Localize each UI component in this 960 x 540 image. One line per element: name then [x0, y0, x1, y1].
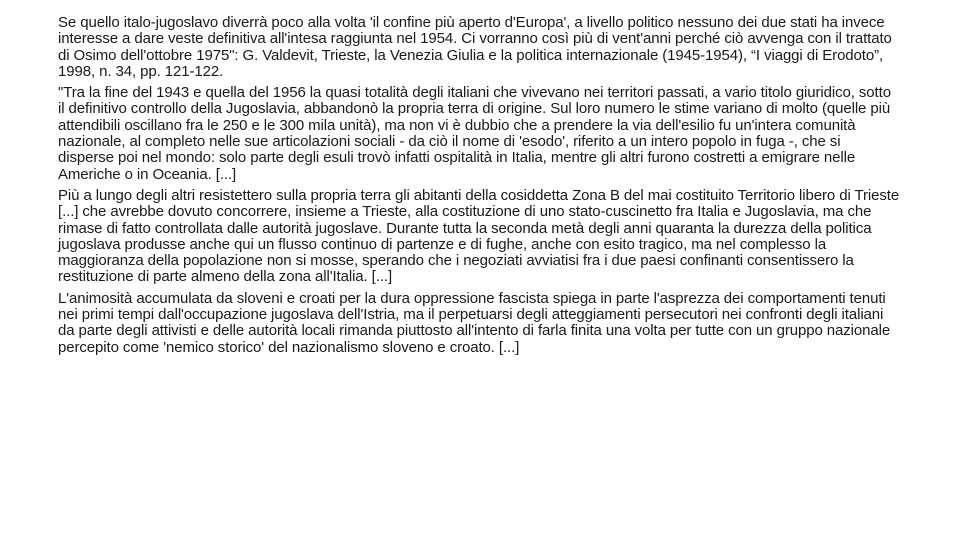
paragraph-valdevit-quote: Se quello italo-jugoslavo diverrà poco alla volta 'il confine più aperto d'Europa', a livello politico nessuno dei due stati ha invece interesse a dare veste definitiva all'intesa raggiunta nel 1954. Ci vorranno così più di vent'anni perché ciò avvenga con il trattato di Osimo dell'ottobre 1975": G. Valdevit, Trieste, la Venezia Giulia e la politica internazionale (1945-1954), “I viaggi di Erodoto”, 1998, n. 34, pp. 121-122. [58, 14, 892, 80]
paragraph-animosita: L'animosità accumulata da sloveni e croati per la dura oppressione fascista spiega in parte l'asprezza dei comportamenti tenuti nei primi tempi dall'occupazione jugoslava dell'Istria, ma il perpetuarsi degli atteggiamenti persecutori nei confronti degli italiani da parte degli attivisti e delle autorità locali rimanda piuttosto all'intento di farla finita una volta per tutte con un gruppo nazionale percepito come 'nemico storico' del nazionalismo sloveno e croato. [...] [58, 289, 891, 356]
paragraph-zona-b: Più a lungo degli altri resistettero sulla propria terra gli abitanti della cosiddetta Zona B del mai costituito Territorio libero di Trieste [...] che avrebbe dovuto concorrere, insieme a Trieste, alla costituzione di uno stato-cuscinetto fra Italia e Jugoslavia, ma che rimase di fatto controllata dalle autorità jugoslave. Durante tutta la seconda metà degli anni quaranta la durezza della politica jugoslava produsse anche qui un flusso continuo di partenze e di fughe, anche con esito tragico, ma nel complesso la maggioranza della popolazione non si mosse, sperando che i negoziati avviatisi fra i due paesi confinanti consentissero la restituzione di parte almeno della zona all'Italia. [...] [58, 186, 900, 286]
paragraph-esodo: "Tra la fine del 1943 e quella del 1956 la quasi totalità degli italiani che vivevano nei territori passati, a vario titolo giuridico, sotto il definitivo controllo della Jugoslavia, abbandonò la propria terra di origine. Sul loro numero le stime variano di molto (quelle più attendibili oscillano fra le 250 e le 300 mila unità), ma non vi è dubbio che a prendere la via dell'esilio fu un'intera comunità nazionale, al completo nelle sue articolazioni sociali - da ciò il nome di 'esodo', riferito a un intero popolo in fuga -, che si disperse poi nel mondo: solo parte degli esuli trovò infatti ospitalità in Italia, mentre gli altri furono costretti a emigrare nelle Americhe o in Oceania. [...] [58, 84, 891, 183]
text-body [58, 15, 900, 361]
